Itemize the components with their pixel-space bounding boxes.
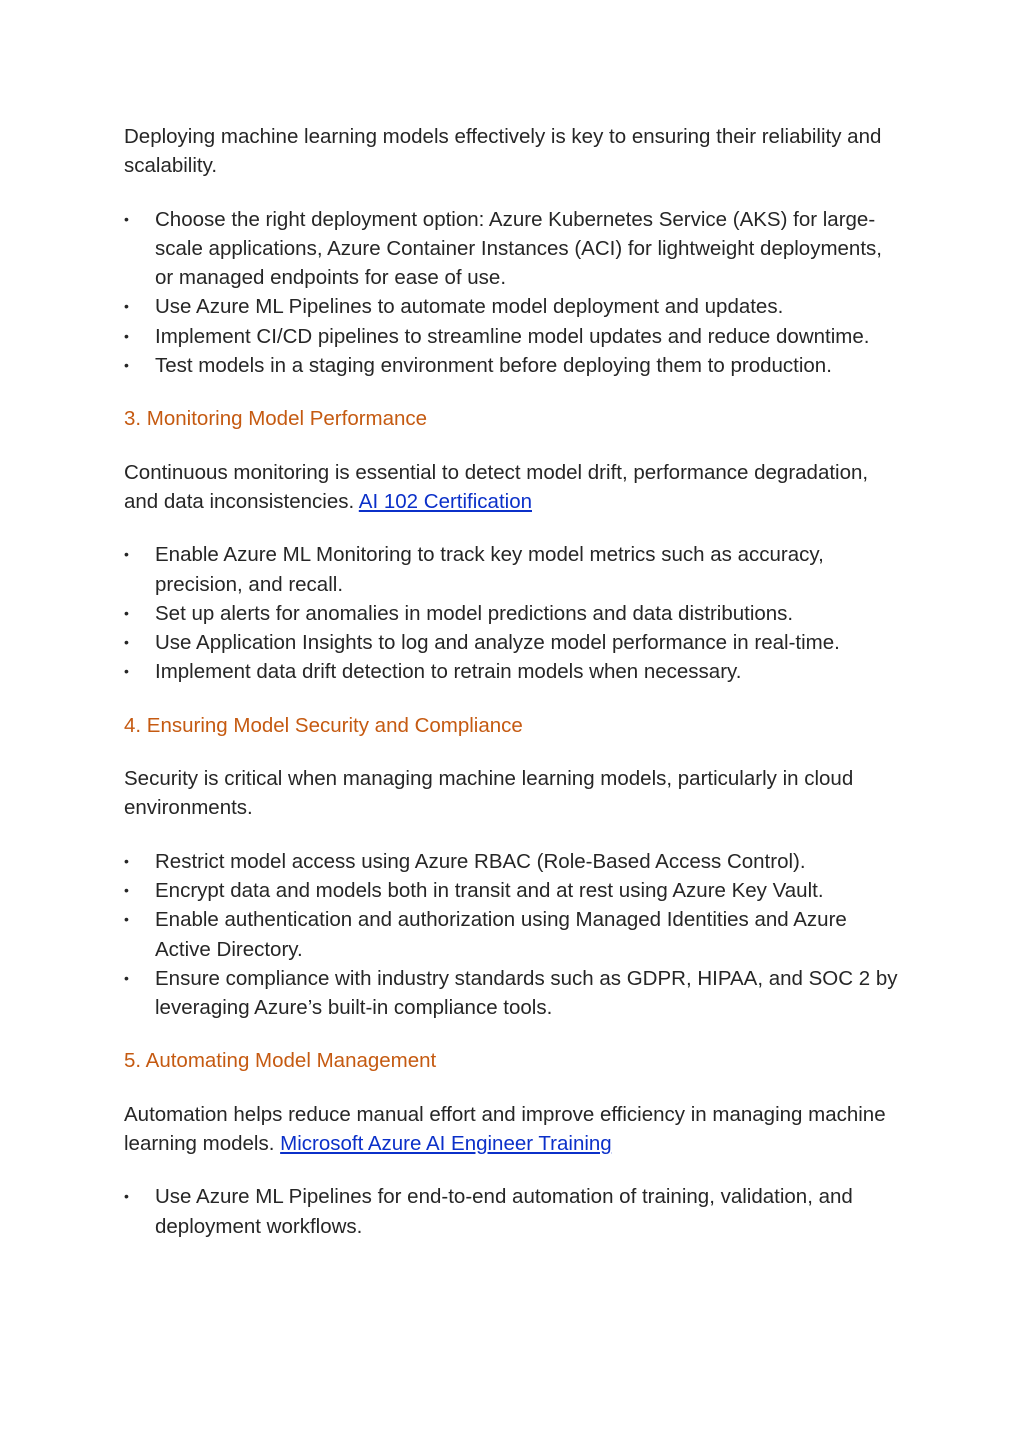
- list-item: • Encrypt data and models both in transit and at rest using Azure Key Vault.: [124, 876, 904, 905]
- bullet-icon: •: [124, 852, 129, 869]
- bullet-icon: •: [124, 969, 129, 986]
- bullet-icon: •: [124, 210, 129, 227]
- list-item: • Choose the right deployment option: Azure Kubernetes Service (AKS) for large-scale applications, Azure Container Instances (ACI) for lightweight deployments, or managed endpoints for ease of use.: [124, 205, 904, 293]
- azure-ai-engineer-training-link[interactable]: Microsoft Azure AI Engineer Training: [280, 1132, 612, 1156]
- bullet-icon: •: [124, 881, 129, 898]
- list-item: • Use Azure ML Pipelines to automate model deployment and updates.: [124, 292, 904, 321]
- bullet-icon: •: [124, 1188, 129, 1205]
- section5-bullet-list: [124, 1182, 904, 1241]
- list-item: • Implement CI/CD pipelines to streamline model updates and reduce downtime.: [124, 322, 904, 351]
- bullet-icon: •: [124, 298, 129, 315]
- list-item: • Restrict model access using Azure RBAC (Role-Based Access Control).: [124, 847, 904, 876]
- list-item: • Test models in a staging environment before deploying them to production.: [124, 351, 904, 380]
- list-item: • Ensure compliance with industry standards such as GDPR, HIPAA, and SOC 2 by leveraging Azure’s built-in compliance tools.: [124, 964, 904, 1023]
- bullet-icon: •: [124, 663, 129, 680]
- bullet-icon: •: [124, 634, 129, 651]
- list-item: • Use Application Insights to log and analyze model performance in real-time.: [124, 628, 904, 657]
- section3-bullet-list: [124, 540, 904, 686]
- intro-bullet-list: [124, 205, 904, 381]
- intro-paragraph: Deploying machine learning models effectively is key to ensuring their reliability and scalability.: [124, 125, 882, 178]
- document-page: [124, 122, 904, 1265]
- bullet-icon: •: [124, 327, 129, 344]
- section3-paragraph: Continuous monitoring is essential to detect model drift, performance degradation, and data inconsistencies. AI 102 Certification: [124, 460, 869, 513]
- list-item: • Enable authentication and authorization using Managed Identities and Azure Active Directory.: [124, 905, 904, 964]
- list-item: • Enable Azure ML Monitoring to track key model metrics such as accuracy, precision, and recall.: [124, 540, 904, 599]
- section-heading-monitoring: 3. Monitoring Model Performance: [124, 407, 428, 431]
- bullet-icon: •: [124, 357, 129, 374]
- list-item: • Implement data drift detection to retrain models when necessary.: [124, 657, 904, 686]
- ai-102-certification-link[interactable]: AI 102 Certification: [358, 489, 532, 513]
- bullet-icon: •: [124, 604, 129, 621]
- section-heading-automation: 5. Automating Model Management: [124, 1049, 437, 1073]
- section4-paragraph: Security is critical when managing machine learning models, particularly in cloud environments.: [124, 767, 854, 820]
- bullet-icon: •: [124, 546, 129, 563]
- section5-paragraph: Automation helps reduce manual effort and improve efficiency in managing machine learning models. Microsoft Azure AI Engineer Training: [124, 1102, 886, 1156]
- section-heading-security: 4. Ensuring Model Security and Compliance: [124, 713, 523, 737]
- section4-bullet-list: [124, 847, 904, 1023]
- list-item: • Set up alerts for anomalies in model predictions and data distributions.: [124, 599, 904, 628]
- list-item: • Use Azure ML Pipelines for end-to-end automation of training, validation, and deployment workflows.: [124, 1182, 904, 1241]
- bullet-icon: •: [124, 911, 129, 928]
